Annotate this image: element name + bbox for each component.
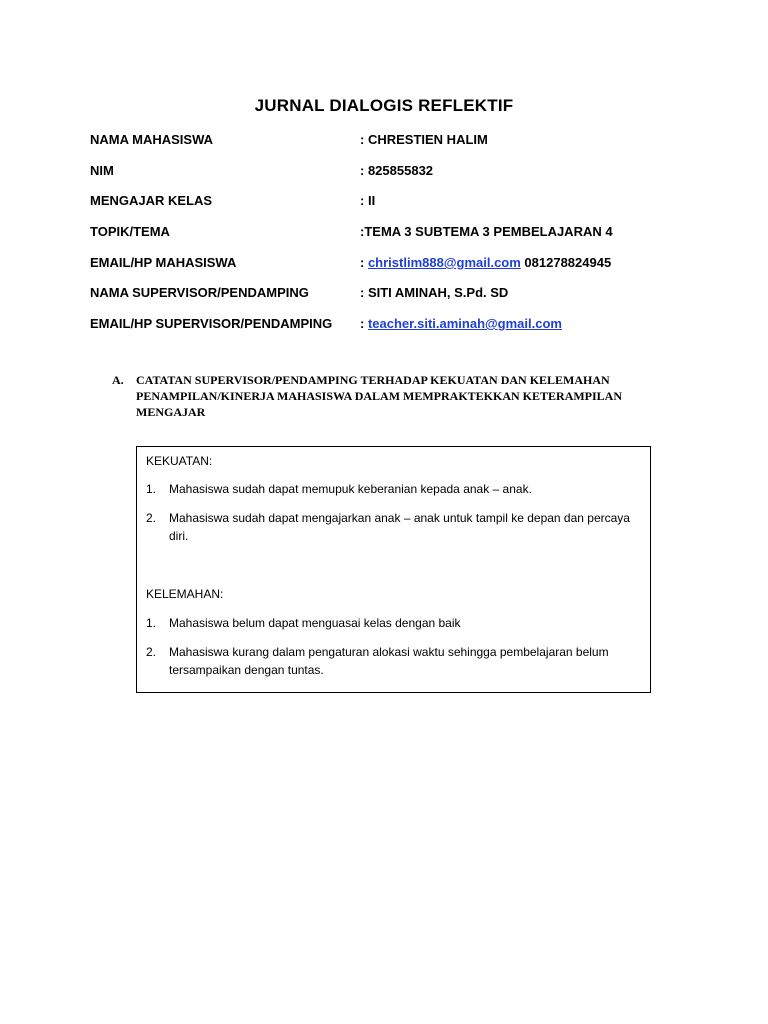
supervisor-email-link[interactable]: teacher.siti.aminah@gmail.com: [367, 316, 562, 331]
identity-label: NAMA SUPERVISOR/PENDAMPING: [90, 285, 309, 300]
identity-row-nama-mahasiswa: [90, 132, 690, 152]
list-number: 1.: [146, 616, 157, 630]
identity-label: EMAIL/HP SUPERVISOR/PENDAMPING: [90, 316, 333, 331]
section-a-heading: [112, 372, 672, 420]
supervisor-name: SITI AMINAH, S.Pd. SD: [367, 285, 509, 300]
section-title: CATATAN SUPERVISOR/PENDAMPING TERHADAP KEKUATAN DAN KELEMAHAN PENAMPILAN/KINERJA MAHASISWA DALAM MEMPRAKTEKKAN KETERAMPILAN MENGAJAR: [136, 373, 623, 419]
identity-value: [360, 224, 613, 239]
identity-separator: :: [360, 193, 368, 208]
identity-separator: :: [360, 285, 368, 300]
student-name: CHRESTIEN HALIM: [367, 132, 488, 147]
list-text: Mahasiswa sudah dapat mengajarkan anak – anak untuk tampil ke depan dan percaya diri.: [169, 511, 630, 543]
identity-label: NAMA MAHASISWA: [90, 132, 214, 147]
identity-value: [360, 132, 488, 147]
list-text: Mahasiswa sudah dapat memupuk keberanian kepada anak – anak.: [169, 482, 532, 496]
document-title: JURNAL DIALOGIS REFLEKTIF: [254, 96, 514, 115]
identity-separator: :: [360, 163, 368, 178]
identity-value: [360, 163, 433, 178]
identity-row-email-hp-supervisor: [90, 316, 690, 336]
identity-value: [360, 285, 508, 300]
identity-label: TOPIK/TEMA: [90, 224, 170, 239]
identity-row-mengajar-kelas: [90, 193, 690, 213]
kekuatan-item: [146, 480, 636, 498]
section-marker: A.: [112, 373, 124, 387]
list-text: Mahasiswa kurang dalam pengaturan alokasi waktu sehingga pembelajaran belum tersampaikan dengan tuntas.: [169, 645, 609, 677]
class-taught: II: [367, 193, 376, 208]
identity-row-email-hp-mahasiswa: [90, 255, 690, 275]
identity-value: [360, 316, 562, 331]
kelemahan-item: [146, 614, 636, 632]
identity-value: [360, 255, 611, 270]
identity-row-nim: [90, 163, 690, 183]
identity-row-topik-tema: [90, 224, 690, 244]
identity-label: EMAIL/HP MAHASISWA: [90, 255, 237, 270]
kekuatan-item: [146, 509, 636, 545]
identity-separator: :: [360, 132, 368, 147]
identity-value: [360, 193, 375, 208]
identity-separator: :: [360, 316, 368, 331]
student-phone: 081278824945: [520, 255, 612, 270]
list-number: 2.: [146, 645, 157, 659]
identity-separator: :: [360, 224, 365, 239]
identity-row-nama-supervisor: [90, 285, 690, 305]
notes-box: [136, 446, 651, 693]
list-number: 2.: [146, 511, 157, 525]
identity-label: MENGAJAR KELAS: [90, 193, 213, 208]
kelemahan-heading: KELEMAHAN:: [146, 587, 224, 601]
kekuatan-heading: KEKUATAN:: [146, 454, 213, 468]
list-text: Mahasiswa belum dapat menguasai kelas dengan baik: [169, 616, 461, 630]
topic-theme: TEMA 3 SUBTEMA 3 PEMBELAJARAN 4: [364, 224, 613, 239]
identity-label: NIM: [90, 163, 114, 178]
student-email-link[interactable]: christlim888@gmail.com: [367, 255, 521, 270]
kelemahan-item: [146, 643, 636, 679]
identity-separator: :: [360, 255, 368, 270]
student-nim: 825855832: [367, 163, 434, 178]
list-number: 1.: [146, 482, 157, 496]
